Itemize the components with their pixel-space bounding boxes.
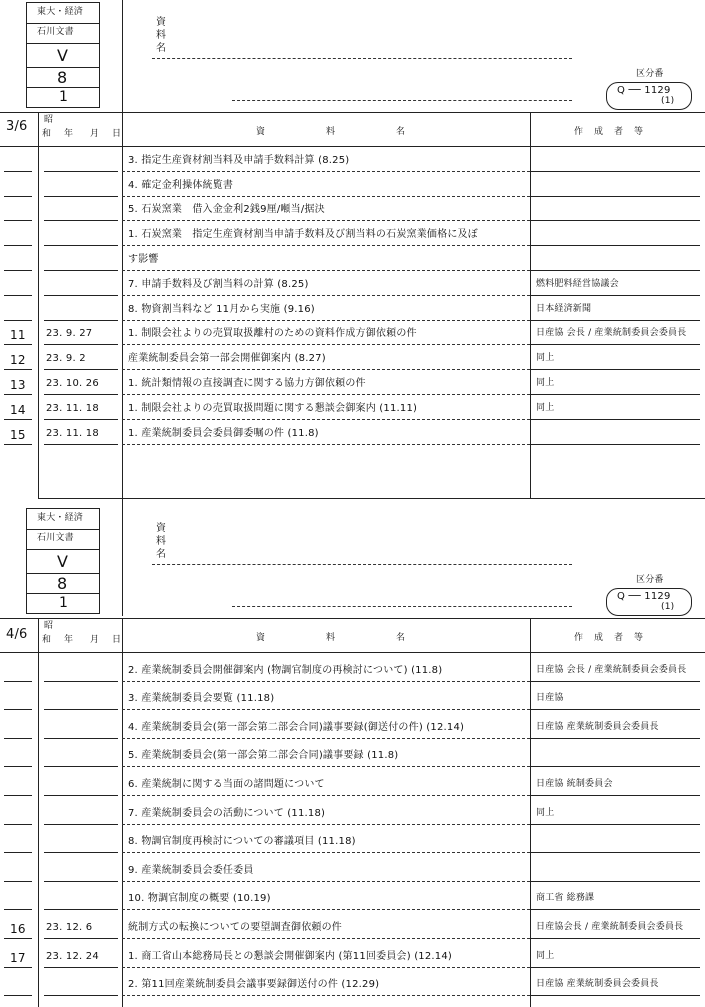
row-date: 23. 12. 6 [46, 922, 93, 933]
title-col-head: 名 [396, 127, 406, 137]
col-divider [38, 112, 39, 498]
date-col-head: 日 [112, 129, 122, 139]
row-no-line [4, 995, 32, 996]
row-number: 16 [10, 922, 26, 936]
author-col-head: 成 [594, 127, 604, 137]
row-date-line [44, 171, 118, 172]
class-number-box [606, 82, 692, 110]
row-no-line [4, 881, 32, 882]
row-no-line [4, 444, 32, 445]
row-number: 11 [10, 328, 26, 343]
title-col-head: 資 [256, 127, 266, 137]
date-col-head: 月 [90, 129, 100, 139]
table-head-rule [0, 652, 705, 653]
row-date-line [44, 196, 118, 197]
row-date-line [44, 220, 118, 221]
stamp-university: 東大・経済 [37, 513, 84, 523]
row-no-line [4, 295, 32, 296]
archive-stamp [26, 508, 100, 614]
row-writing-line [122, 995, 530, 996]
class-number-sub: (1) [661, 96, 675, 106]
row-writing-line [122, 824, 530, 825]
stamp-collection: 石川文書 [37, 27, 74, 37]
row-writing-line [122, 795, 530, 796]
table-top-rule [0, 112, 705, 113]
row-author-line [530, 320, 700, 321]
row-date-line [44, 344, 118, 345]
author-col-head: 等 [634, 633, 644, 643]
row-date-line [44, 245, 118, 246]
row-no-line [4, 270, 32, 271]
author-col-head: 者 [614, 127, 624, 137]
row-author: 日産協会長 / 産業統制委員会委員長 [536, 922, 684, 932]
row-writing-line [122, 967, 530, 968]
date-col-head: 月 [90, 635, 100, 645]
material-label-2: 料 [156, 536, 167, 547]
row-author: 同上 [536, 402, 555, 413]
row-date-line [44, 938, 118, 939]
row-date-line [44, 320, 118, 321]
row-no-line [4, 709, 32, 710]
title-col-head: 料 [326, 127, 336, 137]
row-author-line [530, 881, 700, 882]
row-writing-line [122, 909, 530, 910]
row-title: 2. 産業統制委員会開催御案内 (物調官制度の再検討について) (11.8) [128, 664, 443, 676]
row-no-line [4, 419, 32, 420]
row-no-line [4, 220, 32, 221]
col-divider [530, 618, 531, 1007]
class-label: 区分番 [636, 575, 664, 585]
row-writing-line [122, 270, 530, 271]
date-col-head: 和 [42, 635, 52, 645]
row-writing-line [122, 881, 530, 882]
row-writing-line [122, 766, 530, 767]
row-title: 7. 産業統制委員会の活動について (11.18) [128, 807, 326, 819]
date-col-head: 和 [42, 129, 52, 139]
row-date-line [44, 795, 118, 796]
row-writing-line [122, 938, 530, 939]
row-writing-line [122, 394, 530, 395]
row-title: 3. 指定生産資材割当料及申請手数料計算 (8.25) [128, 154, 350, 166]
row-title: 1. 産業統制委員会委員御委嘱の件 (11.8) [128, 427, 319, 439]
title-col-head: 名 [396, 633, 406, 643]
row-writing-line [122, 419, 530, 420]
archive-stamp [26, 2, 100, 108]
row-writing-line [122, 369, 530, 370]
row-number: 15 [10, 427, 26, 442]
row-no-line [4, 394, 32, 395]
row-title: 5. 産業統制委員会(第一部会第二部会合同)議事要録 (11.8) [128, 750, 399, 762]
material-label-1: 資 [156, 523, 167, 534]
header-divider [122, 498, 123, 616]
row-no-line [4, 171, 32, 172]
row-no-line [4, 738, 32, 739]
class-number: Q ── 1129 [617, 85, 671, 96]
row-author-line [530, 766, 700, 767]
row-title: 統制方式の転換についての要望調査御依頼の件 [128, 922, 342, 933]
page-ref: 3/6 [6, 119, 28, 134]
title-underline [152, 564, 572, 565]
row-no-line [4, 795, 32, 796]
row-number: 17 [10, 950, 26, 965]
material-label-2: 料 [156, 30, 167, 41]
row-date: 23. 11. 18 [46, 402, 99, 414]
author-col-head: 作 [574, 633, 584, 643]
row-author-line [530, 938, 700, 939]
row-author-line [530, 681, 700, 682]
class-number-sub: (1) [661, 602, 675, 612]
row-date-line [44, 909, 118, 910]
row-title: 1. 石炭窯業 指定生産資材割当申請手数料及び割当料の石炭窯業価格に及ぼ [128, 229, 478, 241]
row-number: 12 [10, 353, 26, 368]
row-date-line [44, 995, 118, 996]
row-title: 産業統制委員会第一部会開催御案内 (8.27) [128, 353, 326, 365]
row-no-line [4, 681, 32, 682]
row-author: 日産協 会長 / 産業統制委員会委員長 [536, 664, 687, 675]
row-author: 同上 [536, 353, 555, 364]
date-col-head: 日 [112, 635, 122, 645]
row-author-line [530, 824, 700, 825]
row-title: 9. 産業統制委員会委任委員 [128, 864, 254, 876]
row-date: 23. 9. 27 [46, 328, 93, 340]
row-no-line [4, 938, 32, 939]
row-writing-line [122, 196, 530, 197]
date-col-head: 年 [64, 129, 74, 139]
row-author-line [530, 394, 700, 395]
row-title: 8. 物調官制度再検討についての審議項目 (11.18) [128, 836, 356, 848]
row-author-line [530, 220, 700, 221]
table-bottom-rule [38, 498, 705, 499]
row-title: 1. 制限会社よりの売買取扱離村のための資料作成方御依頼の件 [128, 328, 417, 340]
title-underline [232, 606, 572, 607]
era-label: 昭 [44, 115, 54, 125]
row-author: 同上 [536, 950, 555, 961]
title-col-head: 料 [326, 633, 336, 643]
table-head-rule [0, 146, 705, 147]
row-author-line [530, 196, 700, 197]
row-no-line [4, 245, 32, 246]
row-title: 4. 産業統制委員会(第一部会第二部会合同)議事要録(御送付の件) (12.14) [128, 721, 465, 733]
row-writing-line [122, 220, 530, 221]
row-writing-line [122, 738, 530, 739]
author-col-head: 等 [634, 127, 644, 137]
author-col-head: 成 [594, 633, 604, 643]
class-number: Q ── 1129 [617, 591, 671, 602]
era-label: 昭 [44, 621, 54, 631]
row-no-line [4, 909, 32, 910]
row-author-line [530, 369, 700, 370]
row-no-line [4, 766, 32, 767]
material-label-3: 名 [156, 549, 167, 560]
row-writing-line [122, 344, 530, 345]
row-date-line [44, 881, 118, 882]
row-author-line [530, 419, 700, 420]
row-no-line [4, 320, 32, 321]
row-author-line [530, 852, 700, 853]
row-author-line [530, 909, 700, 910]
row-title: 4. 確定金利操体統覧書 [128, 179, 234, 191]
row-number: 13 [10, 378, 26, 392]
row-writing-line [122, 171, 530, 172]
row-date-line [44, 766, 118, 767]
row-author: 商工省 総務課 [536, 893, 595, 904]
row-writing-line [122, 320, 530, 321]
stamp-mark-2: 8 [57, 574, 68, 593]
row-date-line [44, 681, 118, 682]
material-label-3: 名 [156, 43, 167, 54]
row-title: 10. 物調官制度の概要 (10.19) [128, 893, 271, 905]
col-divider [38, 618, 39, 1007]
stamp-mark: V [57, 552, 69, 571]
row-title: 7. 申請手数料及び割当料の計算 (8.25) [128, 278, 309, 290]
row-no-line [4, 344, 32, 345]
row-writing-line [122, 444, 530, 445]
row-date: 23. 12. 24 [46, 950, 99, 962]
row-date-line [44, 295, 118, 296]
row-date-line [44, 852, 118, 853]
row-author: 日本経済新聞 [536, 303, 592, 314]
row-no-line [4, 196, 32, 197]
title-underline [232, 100, 572, 101]
row-author-line [530, 709, 700, 710]
row-author: 日産協 統制委員会 [536, 779, 613, 789]
stamp-mark: V [57, 46, 69, 65]
row-author-line [530, 738, 700, 739]
material-label-1: 資 [156, 17, 167, 28]
row-writing-line [122, 681, 530, 682]
header-divider [122, 0, 123, 112]
stamp-university: 東大・経済 [37, 7, 84, 17]
row-title: 2. 第11回産業統制委員会議事要録御送付の件 (12.29) [128, 979, 380, 991]
row-author-line [530, 967, 700, 968]
title-underline [152, 58, 572, 59]
row-author-line [530, 344, 700, 345]
row-date-line [44, 369, 118, 370]
row-writing-line [122, 709, 530, 710]
row-date-line [44, 394, 118, 395]
row-writing-line [122, 852, 530, 853]
row-no-line [4, 824, 32, 825]
row-title: 5. 石炭窯業 借入金金利2銭9厘/噸当/据決 [128, 204, 325, 216]
row-date: 23. 11. 18 [46, 427, 99, 439]
date-col-head: 年 [64, 635, 74, 645]
row-no-line [4, 369, 32, 370]
row-date: 23. 10. 26 [46, 378, 99, 389]
page-ref: 4/6 [6, 627, 28, 642]
row-title: 8. 物資割当料など 11月から実施 (9.16) [128, 303, 315, 315]
stamp-collection: 石川文書 [37, 533, 74, 543]
stamp-mark-3: 1 [59, 89, 69, 105]
row-date-line [44, 709, 118, 710]
row-date-line [44, 444, 118, 445]
row-author: 日産協 [536, 693, 564, 704]
row-author-line [530, 444, 700, 445]
row-date-line [44, 824, 118, 825]
row-no-line [4, 852, 32, 853]
row-author: 日産協 産業統制委員会委員長 [536, 721, 659, 732]
row-author-line [530, 795, 700, 796]
row-title: 1. 制限会社よりの売買取扱問題に関する懇談会御案内 (11.11) [128, 402, 418, 414]
row-title: 1. 統計類情報の直接調査に関する協力方御依頼の件 [128, 378, 366, 389]
row-author: 日産協 産業統制委員会委員長 [536, 979, 659, 990]
row-date-line [44, 270, 118, 271]
row-date-line [44, 967, 118, 968]
row-author: 日産協 会長 / 産業統制委員会委員長 [536, 328, 687, 339]
row-date-line [44, 419, 118, 420]
row-no-line [4, 967, 32, 968]
class-label: 区分番 [636, 69, 664, 79]
row-title: 3. 産業統制委員会要覧 (11.18) [128, 693, 275, 705]
class-number-box [606, 588, 692, 616]
row-author-line [530, 171, 700, 172]
row-author-line [530, 995, 700, 996]
row-author-line [530, 270, 700, 271]
table-top-rule [0, 618, 705, 619]
row-date-line [44, 738, 118, 739]
stamp-mark-2: 8 [57, 68, 68, 87]
row-author: 燃料肥料経営協議会 [536, 278, 619, 289]
row-author: 同上 [536, 807, 555, 818]
row-title: す影響 [128, 254, 159, 265]
author-col-head: 作 [574, 127, 584, 137]
author-col-head: 者 [614, 633, 624, 643]
row-author: 同上 [536, 378, 555, 388]
row-author-line [530, 245, 700, 246]
row-writing-line [122, 245, 530, 246]
row-date: 23. 9. 2 [46, 353, 86, 365]
row-title: 1. 商工省山本総務局長との懇談会開催御案内 (第11回委員会) (12.14) [128, 950, 453, 962]
row-author-line [530, 295, 700, 296]
row-title: 6. 産業統制に関する当面の諸問題について [128, 779, 325, 790]
row-number: 14 [10, 402, 26, 417]
col-divider [122, 618, 123, 1007]
row-writing-line [122, 295, 530, 296]
stamp-mark-3: 1 [59, 595, 69, 611]
title-col-head: 資 [256, 633, 266, 643]
